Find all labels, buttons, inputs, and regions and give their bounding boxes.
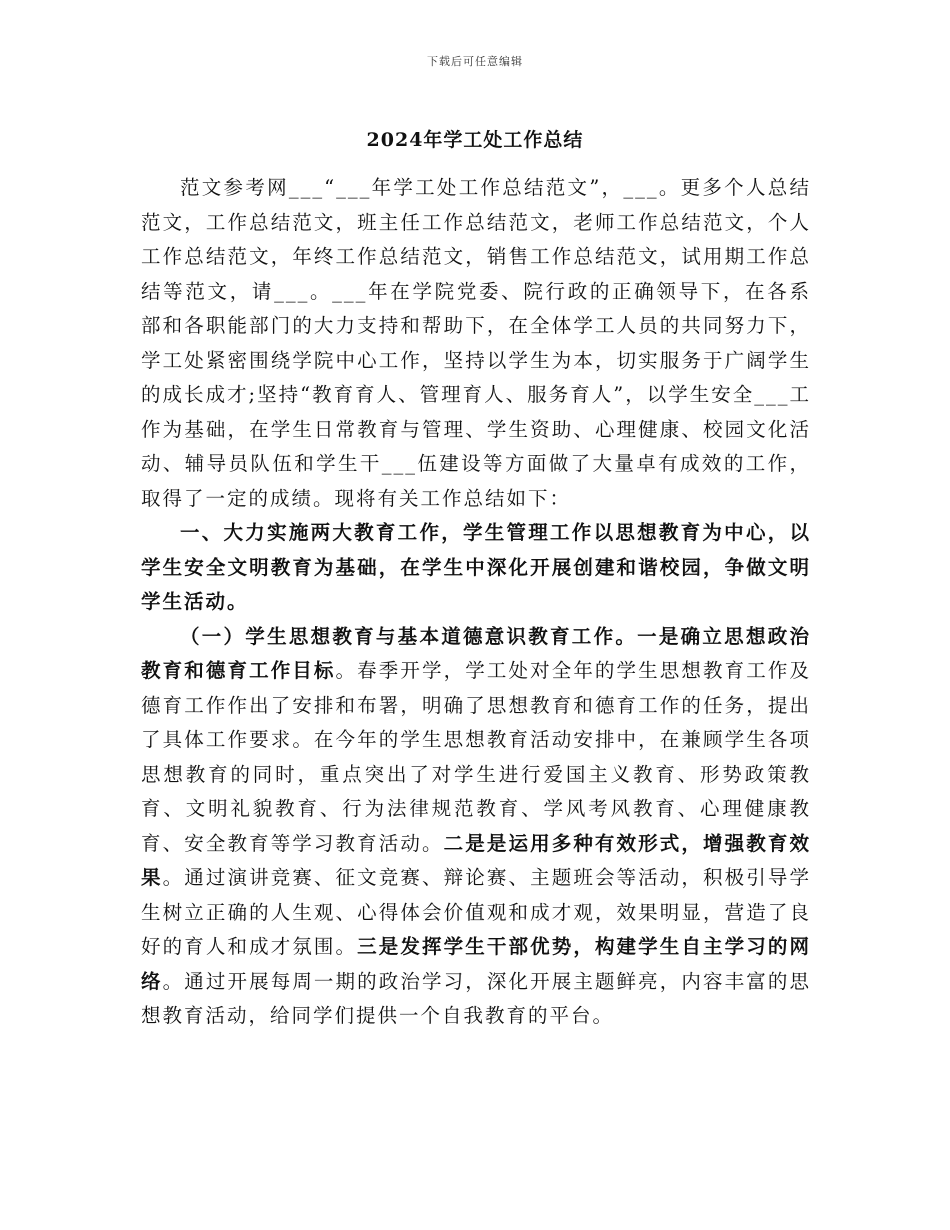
subsection-one-point-2: 二是是运用多种有效形式，增强教育效果 [141,831,811,889]
subsection-one-text-3: 。通过开展每周一期的政治学习，深化开展主题鲜亮，内容丰富的思想教育活动，给同学们提供一个自我教育的平台。 [141,969,811,1027]
header-note: 下载后可任意编辑 [427,55,523,68]
subsection-one-text-2: 。通过演讲竞赛、征文竞赛、辩论赛、主题班会等活动，积极引导学生树立正确的人生观、心得体会价值观和成才观，效果明显，营造了良好的育人和成才氛围。 [141,866,811,958]
intro-paragraph: 范文参考网___“___年学工处工作总结范文”，___。更多个人总结范文，工作总结范文，班主任工作总结范文，老师工作总结范文，个人工作总结范文，年终工作总结范文，销售工作总结范文，试用期工作总结等范文，请___。___年在学院党委、院行政的正确领导下，在各系部和各职能部门的大力支持和帮助下，在全体学工人员的共同努力下，学工处紧密围绕学院中心工作，坚持以学生为本，切实服务于广阔学生的成长成才;坚持“教育育人、管理育人、服务育人”，以学生安全___工作为基础，在学生日常教育与管理、学生资助、心理健康、校园文化活动、辅导员队伍和学生干___伍建设等方面做了大量卓有成效的工作，取得了一定的成绩。现将有关工作总结如下： [141,176,811,510]
subsection-one-paragraph [141,620,811,1034]
subsection-one-lead: （一）学生思想教育与基本道德意识教育工作。一是确立思想政治教育和德育工作目标 [141,624,811,682]
subsection-one-text-1: 。春季开学，学工处对全年的学生思想教育工作及德育工作作出了安排和布署，明确了思想教育和德育工作的任务，提出了具体工作要求。在今年的学生思想教育活动安排中，在兼顾学生各项思想教育的同时，重点突出了对学生进行爱国主义教育、形势政策教育、文明礼貌教育、行为法律规范教育、学风考风教育、心理健康教育、安全教育等学习教育活动。 [141,659,811,855]
document-body [141,171,811,1034]
subsection-one-point-3: 三是发挥学生干部优势，构建学生自主学习的网络 [141,935,811,993]
section-one-heading: 一、大力实施两大教育工作，学生管理工作以思想教育为中心，以学生安全文明教育为基础，在学生中深化开展创建和谐校园，争做文明学生活动。 [141,521,811,613]
document-title: 2024年学工处工作总结 [366,129,584,151]
